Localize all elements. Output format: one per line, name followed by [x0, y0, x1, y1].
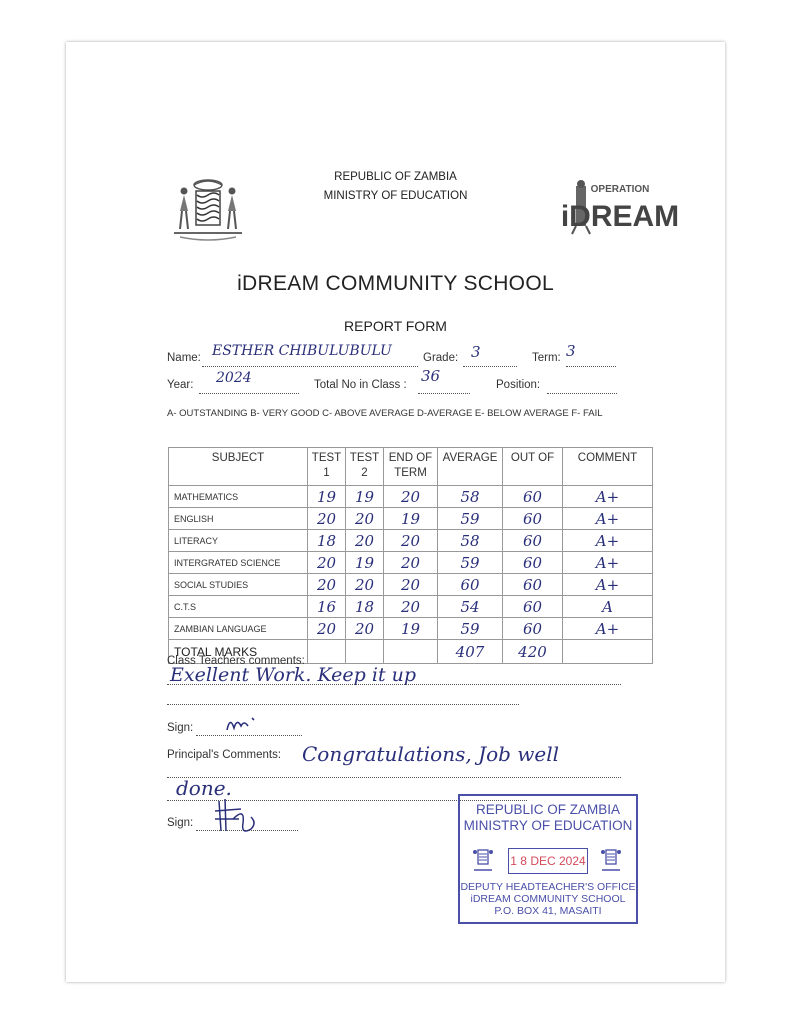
stamp-line-3: DEPUTY HEADTEACHER'S OFFICE: [460, 881, 636, 893]
test1-cell: 20: [308, 618, 346, 640]
principal-comment-line-1-dots: [167, 777, 621, 778]
grade-legend: A- OUTSTANDING B- VERY GOOD C- ABOVE AVERAGE D-AVERAGE E- BELOW AVERAGE F- FAIL: [167, 408, 603, 419]
test1-cell: 16: [308, 596, 346, 618]
test1-cell: 19: [308, 486, 346, 508]
test1-cell: 20: [308, 574, 346, 596]
subject-cell: INTERGRATED SCIENCE: [169, 552, 308, 574]
name-dotted-line: [202, 366, 418, 367]
out-of-cell: 60: [503, 596, 563, 618]
average-cell: 58: [438, 530, 503, 552]
principal-comment-line-1: Congratulations, Job well: [302, 742, 560, 766]
average-cell: 59: [438, 618, 503, 640]
col-test1: TEST 1: [308, 448, 346, 486]
subject-cell: LITERACY: [169, 530, 308, 552]
teacher-comments-label: Class Teachers comments:: [167, 655, 305, 667]
header-ministry: MINISTRY OF EDUCATION: [323, 190, 468, 202]
empty-cell: [308, 640, 346, 664]
comment-cell: A+: [563, 486, 653, 508]
comment-cell: A+: [563, 552, 653, 574]
stamp-date: 1 8 DEC 2024: [508, 848, 588, 874]
stamp-line-5: P.O. BOX 41, MASAITI: [494, 905, 602, 917]
test2-cell: 18: [346, 596, 384, 618]
table-header-row: [169, 448, 653, 486]
average-cell: 60: [438, 574, 503, 596]
test2-cell: 19: [346, 552, 384, 574]
report-form-title: REPORT FORM: [344, 318, 447, 334]
out-of-cell: 60: [503, 530, 563, 552]
subject-cell: ENGLISH: [169, 508, 308, 530]
principal-signature: [211, 797, 261, 839]
out-of-cell: 60: [503, 552, 563, 574]
test1-cell: 18: [308, 530, 346, 552]
test2-cell: 20: [346, 618, 384, 640]
teacher-signature: [224, 712, 264, 736]
total-average: 407: [438, 640, 503, 664]
comment-cell: A+: [563, 574, 653, 596]
col-out-of: OUT OF: [503, 448, 563, 486]
year-value: 2024: [216, 370, 252, 386]
subject-cell: ZAMBIAN LANGUAGE: [169, 618, 308, 640]
grade-value: 3: [471, 343, 481, 361]
table-row: [169, 596, 653, 618]
average-cell: 58: [438, 486, 503, 508]
teacher-comment: Exellent Work. Keep it up: [170, 664, 417, 686]
year-dotted-line: [199, 393, 299, 394]
end-term-cell: 20: [384, 596, 438, 618]
table-row: [169, 530, 653, 552]
out-of-cell: 60: [503, 618, 563, 640]
test2-cell: 20: [346, 574, 384, 596]
official-stamp: [458, 794, 638, 924]
empty-cell: [563, 640, 653, 664]
term-dotted-line: [566, 366, 616, 367]
principal-sign-label: Sign:: [167, 817, 194, 829]
end-term-cell: 20: [384, 530, 438, 552]
col-average: AVERAGE: [438, 448, 503, 486]
test2-cell: 20: [346, 508, 384, 530]
subject-cell: MATHEMATICS: [169, 486, 308, 508]
total-label: TOTAL MARKS: [169, 640, 308, 664]
coat-of-arms-icon: [166, 177, 250, 243]
teacher-comment-line-1: [167, 684, 621, 685]
comment-cell: A+: [563, 508, 653, 530]
end-term-cell: 19: [384, 508, 438, 530]
class-total-dotted-line: [418, 393, 470, 394]
name-label: Name:: [167, 352, 201, 364]
total-out-of: 420: [503, 640, 563, 664]
average-cell: 54: [438, 596, 503, 618]
principal-comment-line-2: done.: [176, 776, 232, 800]
empty-cell: [384, 640, 438, 664]
test2-cell: 19: [346, 486, 384, 508]
header-republic: REPUBLIC OF ZAMBIA: [334, 171, 457, 183]
position-label: Position:: [496, 379, 541, 391]
subject-cell: SOCIAL STUDIES: [169, 574, 308, 596]
comment-cell: A+: [563, 530, 653, 552]
grades-table: [168, 447, 653, 664]
comment-cell: A: [563, 596, 653, 618]
col-test2: TEST 2: [346, 448, 384, 486]
empty-cell: [346, 640, 384, 664]
out-of-cell: 60: [503, 486, 563, 508]
out-of-cell: 60: [503, 508, 563, 530]
term-value: 3: [566, 342, 576, 360]
grade-label: Grade:: [423, 352, 459, 364]
term-label: Term:: [532, 352, 561, 364]
name-value: ESTHER CHIBULUBULU: [212, 343, 392, 359]
average-cell: 59: [438, 508, 503, 530]
svg-text:iDREAM: iDREAM: [560, 200, 680, 233]
table-row: [169, 508, 653, 530]
operation-idream-logo: [560, 178, 680, 234]
year-label: Year:: [167, 379, 194, 391]
stamp-crest-left-icon: [472, 844, 494, 874]
table-row: [169, 574, 653, 596]
stamp-line-2: MINISTRY OF EDUCATION: [463, 818, 633, 833]
end-term-cell: 20: [384, 552, 438, 574]
position-dotted-line: [547, 393, 617, 394]
stamp-crest-right-icon: [600, 844, 622, 874]
stamp-line-1: REPUBLIC OF ZAMBIA: [475, 802, 621, 817]
end-term-cell: 19: [384, 618, 438, 640]
test2-cell: 20: [346, 530, 384, 552]
school-name: iDREAM COMMUNITY SCHOOL: [237, 272, 554, 295]
out-of-cell: 60: [503, 574, 563, 596]
table-row: [169, 618, 653, 640]
end-term-cell: 20: [384, 486, 438, 508]
grade-dotted-line: [463, 366, 517, 367]
class-total-value: 36: [421, 367, 441, 385]
class-total-label: Total No in Class :: [314, 379, 407, 391]
teacher-comment-line-2: [167, 704, 519, 705]
table-row: [169, 552, 653, 574]
stamp-line-4: iDREAM COMMUNITY SCHOOL: [470, 893, 626, 905]
col-comment: COMMENT: [563, 448, 653, 486]
test1-cell: 20: [308, 508, 346, 530]
end-term-cell: 20: [384, 574, 438, 596]
svg-text:OPERATION: OPERATION: [590, 184, 650, 195]
col-end-of-term: END OF TERM: [384, 448, 438, 486]
test1-cell: 20: [308, 552, 346, 574]
principal-comments-label: Principal's Comments:: [167, 749, 282, 761]
teacher-sign-label: Sign:: [167, 722, 194, 734]
col-subject: SUBJECT: [169, 448, 308, 486]
comment-cell: A+: [563, 618, 653, 640]
report-sheet: [66, 42, 725, 982]
subject-cell: C.T.S: [169, 596, 308, 618]
average-cell: 59: [438, 552, 503, 574]
table-row: [169, 486, 653, 508]
